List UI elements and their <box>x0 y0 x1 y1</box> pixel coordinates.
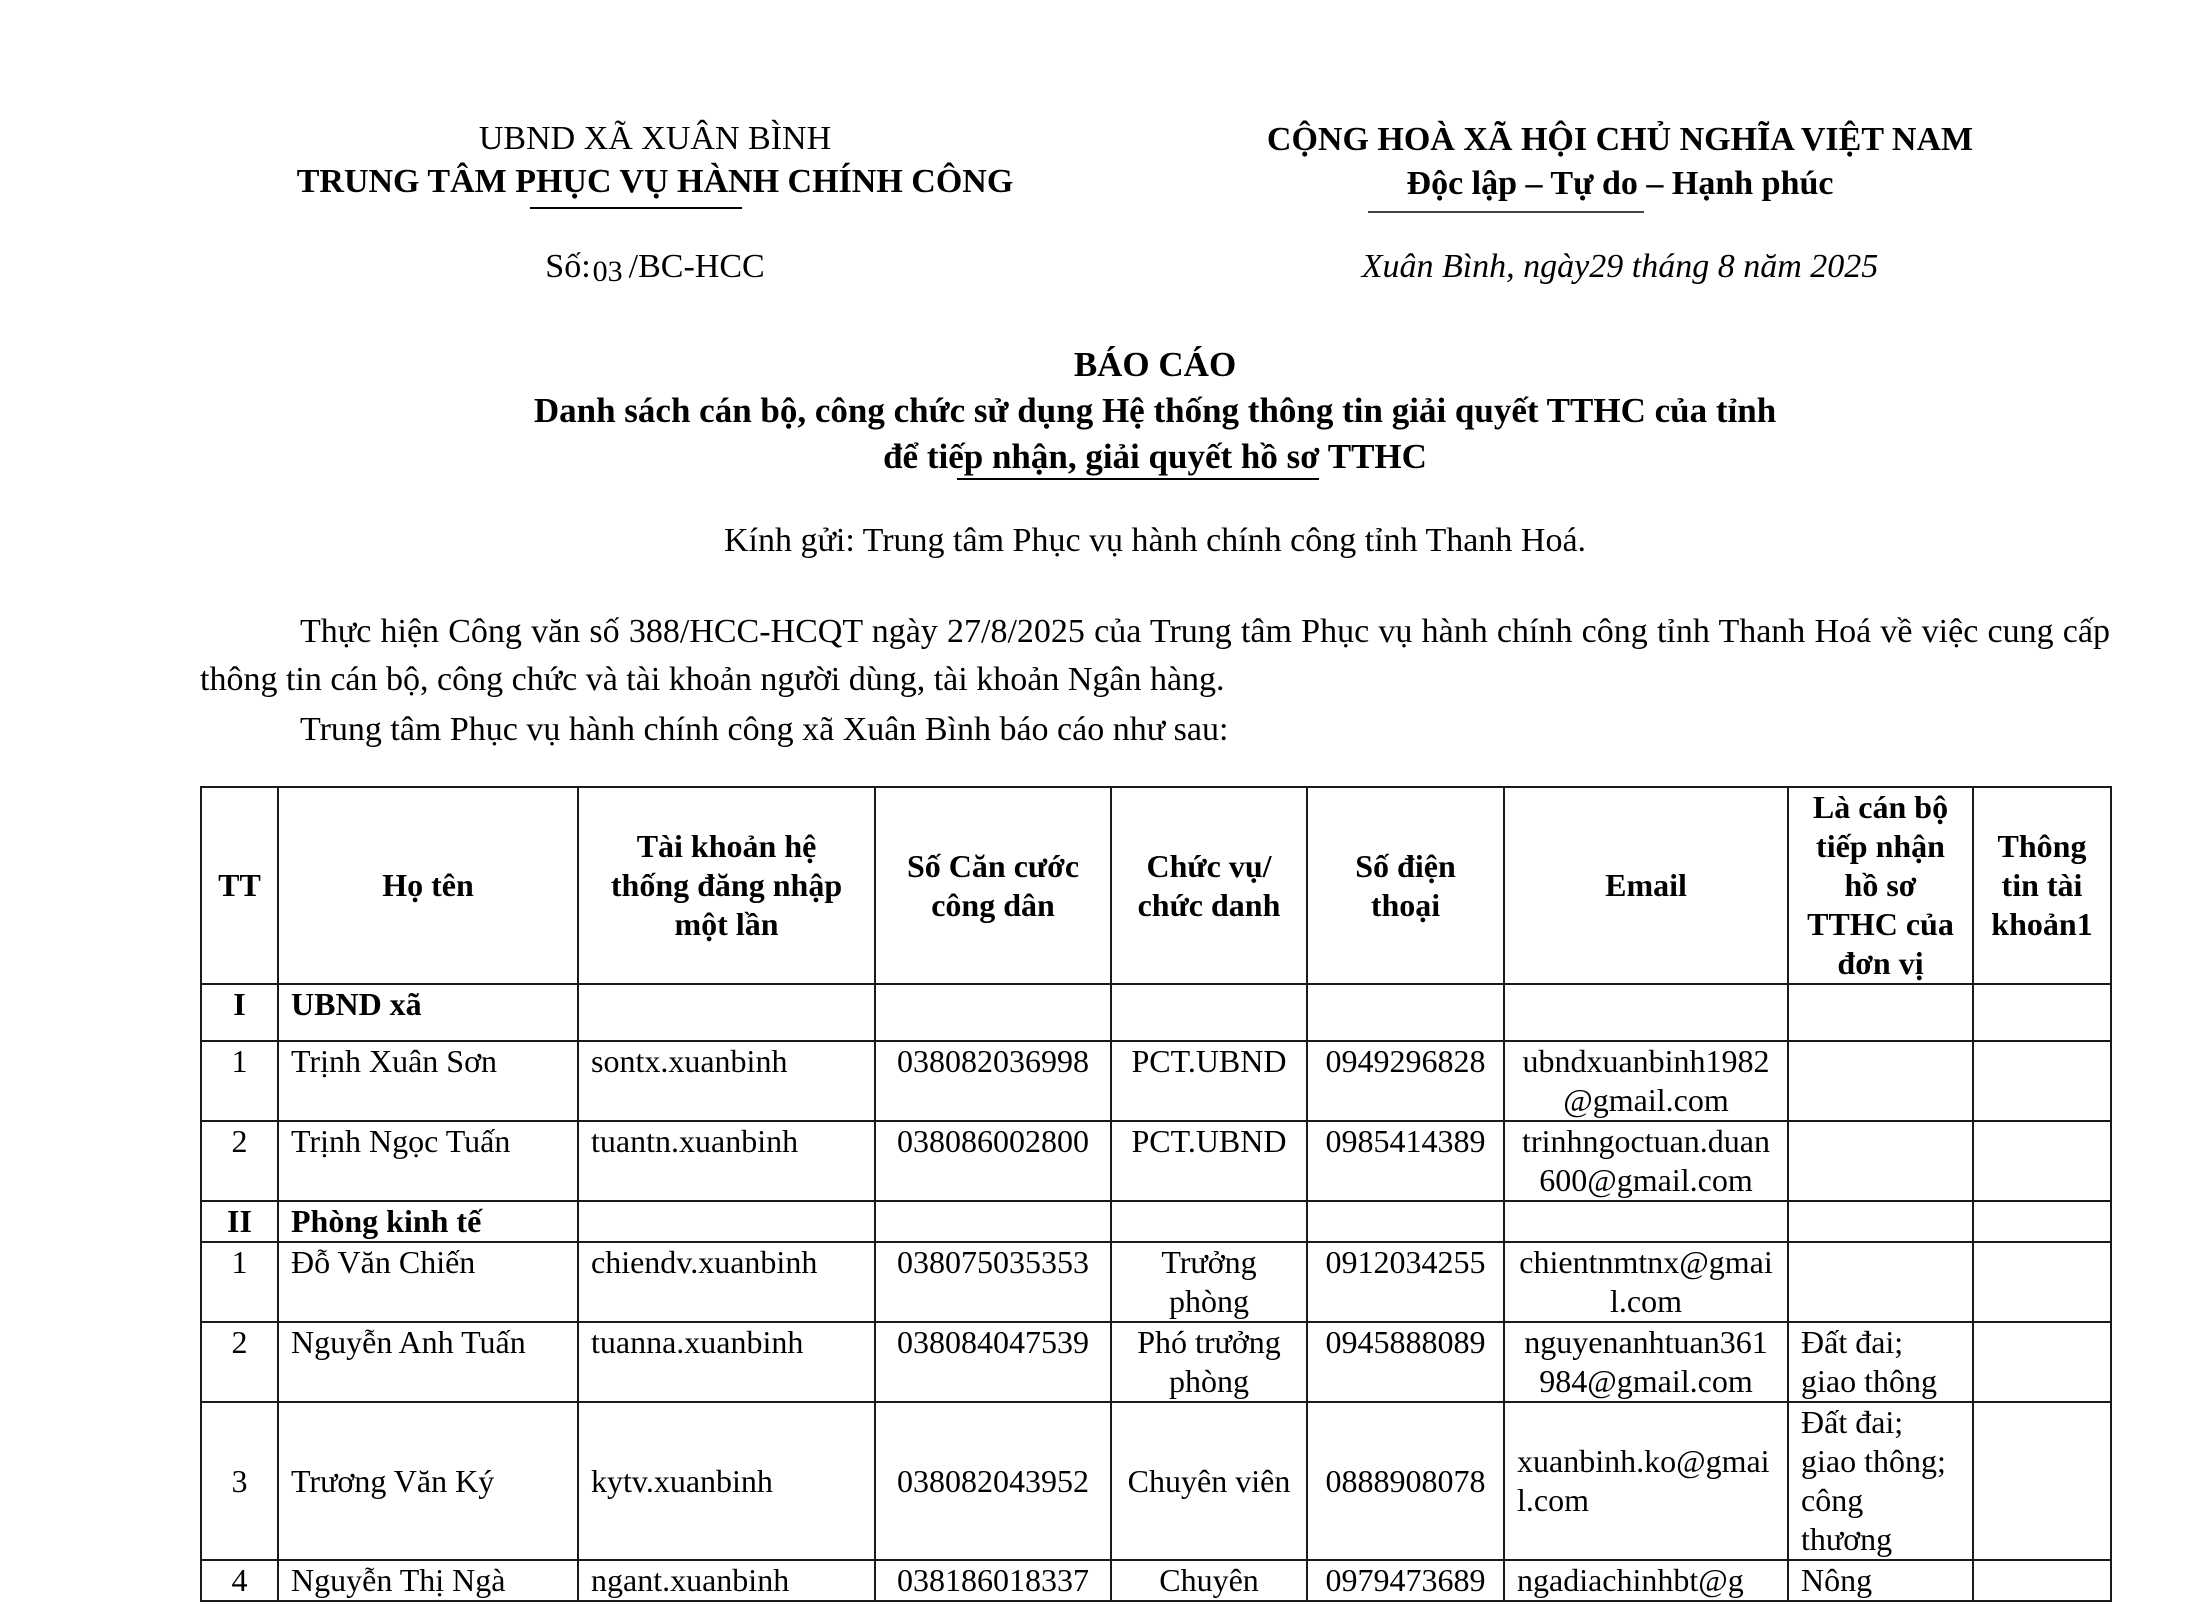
cell-email: ngadiachinhbt@g <box>1504 1560 1788 1601</box>
cell-receiver: Đất đai; giao thông; công thương <box>1788 1402 1973 1560</box>
cell-receiver <box>1788 1121 1973 1201</box>
issuing-agency-block <box>240 118 1070 204</box>
staff-table <box>200 786 2112 1602</box>
cell-bank-info <box>1973 1322 2111 1402</box>
cell-account: chiendv.xuanbinh <box>578 1242 875 1322</box>
cell-id: 038086002800 <box>875 1121 1111 1201</box>
cell-email: ubndxuanbinh1982@gmail.com <box>1504 1041 1788 1121</box>
cell-account: tuantn.xuanbinh <box>578 1121 875 1201</box>
cell-receiver <box>1788 1041 1973 1121</box>
cell-email: trinhngoctuan.duan600@gmail.com <box>1504 1121 1788 1201</box>
cell-tt: 2 <box>201 1121 278 1201</box>
cell-receiver: Nông <box>1788 1560 1973 1601</box>
report-title <box>200 342 2110 480</box>
table-row <box>201 1121 2111 1201</box>
cell-account: ngant.xuanbinh <box>578 1560 875 1601</box>
cell-position: PCT.UBND <box>1111 1041 1307 1121</box>
cell-position: Trưởng phòng <box>1111 1242 1307 1322</box>
cell-phone: 0949296828 <box>1307 1041 1504 1121</box>
motto: Độc lập – Tự do – Hạnh phúc <box>1406 165 1834 202</box>
col-header-receiver: Là cán bộ tiếp nhận hồ sơ TTHC của đơn vị <box>1788 787 1973 984</box>
col-header-bank-info: Thông tin tài khoản1 <box>1973 787 2111 984</box>
cell-name: Nguyễn Thị Ngà <box>278 1560 578 1601</box>
body-paragraph-2: Trung tâm Phục vụ hành chính công xã Xuân Bình báo cáo như sau: <box>300 711 1229 748</box>
title-line-3: để tiếp nhận, giải quyết hồ sơ TTHC <box>883 437 1427 476</box>
table-header-row <box>201 787 2111 984</box>
doc-number-suffix: /BC-HCC <box>628 248 765 285</box>
cell-tt: 2 <box>201 1322 278 1402</box>
section-row <box>201 1201 2111 1242</box>
doc-number-prefix: Số: <box>545 248 591 285</box>
cell-account: sontx.xuanbinh <box>578 1041 875 1121</box>
cell-name: Nguyễn Anh Tuấn <box>278 1322 578 1402</box>
cell-name: Trịnh Xuân Sơn <box>278 1041 578 1121</box>
table-row <box>201 1242 2111 1322</box>
col-header-account: Tài khoản hệ thống đăng nhập một lần <box>578 787 875 984</box>
cell-phone: 0912034255 <box>1307 1242 1504 1322</box>
col-header-tt: TT <box>201 787 278 984</box>
cell-bank-info <box>1973 1560 2111 1601</box>
cell-position: Chuyên viên <box>1111 1402 1307 1560</box>
date-line: Xuân Bình, ngày29 tháng 8 năm 2025 <box>1361 248 1879 285</box>
col-header-name: Họ tên <box>278 787 578 984</box>
cell-tt: 1 <box>201 1041 278 1121</box>
table-row <box>201 1560 2111 1601</box>
cell-receiver: Đất đai; giao thông <box>1788 1322 1973 1402</box>
agency-underline <box>530 207 742 209</box>
cell-email: nguyenanhtuan361984@gmail.com <box>1504 1322 1788 1402</box>
section-name: Phòng kinh tế <box>278 1201 578 1242</box>
cell-position: Phó trưởng phòng <box>1111 1322 1307 1402</box>
cell-tt: 4 <box>201 1560 278 1601</box>
cell-account: kytv.xuanbinh <box>578 1402 875 1560</box>
section-name: UBND xã <box>278 984 578 1041</box>
cell-id: 038082036998 <box>875 1041 1111 1121</box>
cell-phone: 0945888089 <box>1307 1322 1504 1402</box>
cell-account: tuanna.xuanbinh <box>578 1322 875 1402</box>
cell-email: chientnmtnx@gmail.com <box>1504 1242 1788 1322</box>
cell-position: Chuyên <box>1111 1560 1307 1601</box>
table-row <box>201 1322 2111 1402</box>
title-line-2: Danh sách cán bộ, công chức sử dụng Hệ thống thông tin giải quyết TTHC của tỉnh <box>533 391 1777 430</box>
section-row <box>201 984 2111 1041</box>
section-index: II <box>201 1201 278 1242</box>
cell-name: Trương Văn Ký <box>278 1402 578 1560</box>
cell-position: PCT.UBND <box>1111 1121 1307 1201</box>
cell-tt: 1 <box>201 1242 278 1322</box>
col-header-position: Chức vụ/ chức danh <box>1111 787 1307 984</box>
agency-name: TRUNG TÂM PHỤC VỤ HÀNH CHÍNH CÔNG <box>296 163 1014 200</box>
cell-bank-info <box>1973 1402 2111 1560</box>
table-row <box>201 1041 2111 1121</box>
doc-number-value: 03 <box>592 255 623 288</box>
col-header-id: Số Căn cước công dân <box>875 787 1111 984</box>
agency-parent: UBND XÃ XUÂN BÌNH <box>478 120 832 157</box>
section-index: I <box>201 984 278 1041</box>
motto-underline <box>1368 211 1644 213</box>
cell-phone: 0888908078 <box>1307 1402 1504 1560</box>
title-line-1: BÁO CÁO <box>1073 345 1237 384</box>
cell-bank-info <box>1973 1121 2111 1201</box>
cell-name: Trịnh Ngọc Tuấn <box>278 1121 578 1201</box>
cell-id: 038075035353 <box>875 1242 1111 1322</box>
cell-id: 038082043952 <box>875 1402 1111 1560</box>
recipient: Kính gửi: Trung tâm Phục vụ hành chính công tỉnh Thanh Hoá. <box>723 522 1587 559</box>
col-header-email: Email <box>1504 787 1788 984</box>
cell-phone: 0979473689 <box>1307 1560 1504 1601</box>
cell-tt: 3 <box>201 1402 278 1560</box>
country-name: CỘNG HOÀ XÃ HỘI CHỦ NGHĨA VIỆT NAM <box>1266 121 1974 158</box>
document-number <box>240 248 1070 286</box>
col-header-phone: Số điện thoại <box>1307 787 1504 984</box>
national-motto-block <box>1170 118 2070 206</box>
cell-name: Đỗ Văn Chiến <box>278 1242 578 1322</box>
cell-email: xuanbinh.ko@gmail.com <box>1504 1402 1788 1560</box>
body-paragraph-1: Thực hiện Công văn số 388/HCC-HCQT ngày 27/8/2025 của Trung tâm Phục vụ hành chính công tỉnh Thanh Hoá về việc cung cấp thông tin cán bộ, công chức và tài khoản người dùng, tài khoản Ngân hàng. <box>200 613 2110 698</box>
cell-id: 038186018337 <box>875 1560 1111 1601</box>
cell-bank-info <box>1973 1041 2111 1121</box>
cell-phone: 0985414389 <box>1307 1121 1504 1201</box>
table-row <box>201 1402 2111 1560</box>
cell-receiver <box>1788 1242 1973 1322</box>
cell-id: 038084047539 <box>875 1322 1111 1402</box>
title-underline <box>957 478 1319 480</box>
cell-bank-info <box>1973 1242 2111 1322</box>
